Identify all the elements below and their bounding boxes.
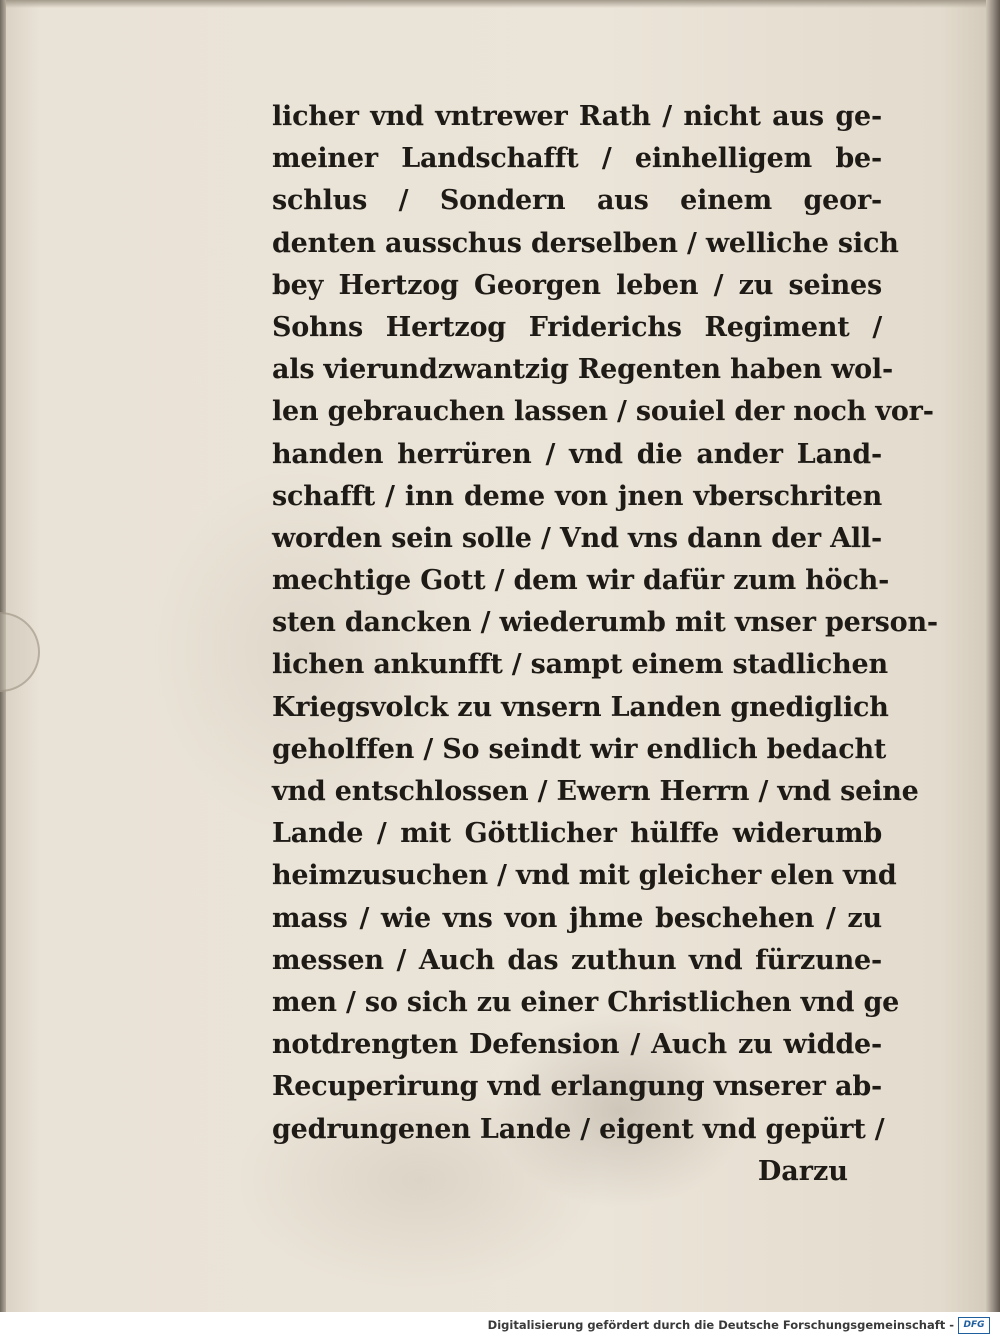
funding-credit: Digitalisierung gefördert durch die Deutsche Forschungsgemeinschaft - <box>487 1318 954 1332</box>
text-line: messen / Auch das zuthun vnd fürzune- <box>272 944 882 976</box>
text-line: geholffen / So seindt wir endlich bedacht <box>272 733 887 765</box>
binding-edge-right <box>986 0 1000 1312</box>
catchword: Darzu <box>757 1155 848 1187</box>
text-line: len gebrauchen lassen / souiel der noch vor- <box>272 396 934 428</box>
text-line: sten dancken / wiederumb mit vnser person- <box>272 607 938 639</box>
text-line: bey Hertzog Georgen leben / zu seines <box>272 269 882 301</box>
text-line: vnd entschlossen / Ewern Herrn / vnd seine <box>272 776 919 807</box>
dfg-logo: DFG <box>958 1317 990 1334</box>
text-line: men / so sich zu einer Christlichen vnd ge <box>272 986 900 1018</box>
printed-text-block <box>272 96 938 1193</box>
text-line: worden sein solle / Vnd vns dann der All- <box>272 522 882 554</box>
text-line: als vierundzwantzig Regenten haben wol- <box>272 354 893 386</box>
text-line: gedrungenen Lande / eigent vnd gepürt / <box>272 1113 885 1145</box>
text-line: schafft / inn deme von jnen vberschriten <box>272 480 882 512</box>
text-line: notdrengten Defension / Auch zu widde- <box>272 1029 882 1061</box>
text-line: lichen ankunfft / sampt einem stadlichen <box>272 649 888 681</box>
text-line: denten ausschus derselben / welliche sich <box>272 227 899 259</box>
text-line: Kriegsvolck zu vnsern Landen gnediglich <box>272 691 889 723</box>
text-line: mechtige Gott / dem wir dafür zum höch- <box>272 565 890 597</box>
text-line: schlus / Sondern aus einem geor- <box>272 185 882 217</box>
page-tab-notch <box>0 612 40 692</box>
text-line: meiner Landschafft / einhelligem be- <box>272 143 882 175</box>
text-line: handen herrüren / vnd die ander Land- <box>272 438 882 470</box>
text-line: licher vnd vntrewer Rath / nicht aus ge- <box>272 101 882 132</box>
text-line: Sohns Hertzog Friderichs Regiment / <box>272 311 882 343</box>
text-line: mass / wie vns von jhme beschehen / zu <box>272 902 882 934</box>
footer-bar <box>0 1312 1000 1339</box>
page-top-edge <box>0 0 1000 8</box>
text-line: Recuperirung vnd erlangung vnserer ab- <box>272 1071 882 1103</box>
text-line: Lande / mit Göttlicher hülffe widerumb <box>272 818 882 850</box>
text-line: heimzusuchen / vnd mit gleicher elen vnd <box>272 860 897 892</box>
